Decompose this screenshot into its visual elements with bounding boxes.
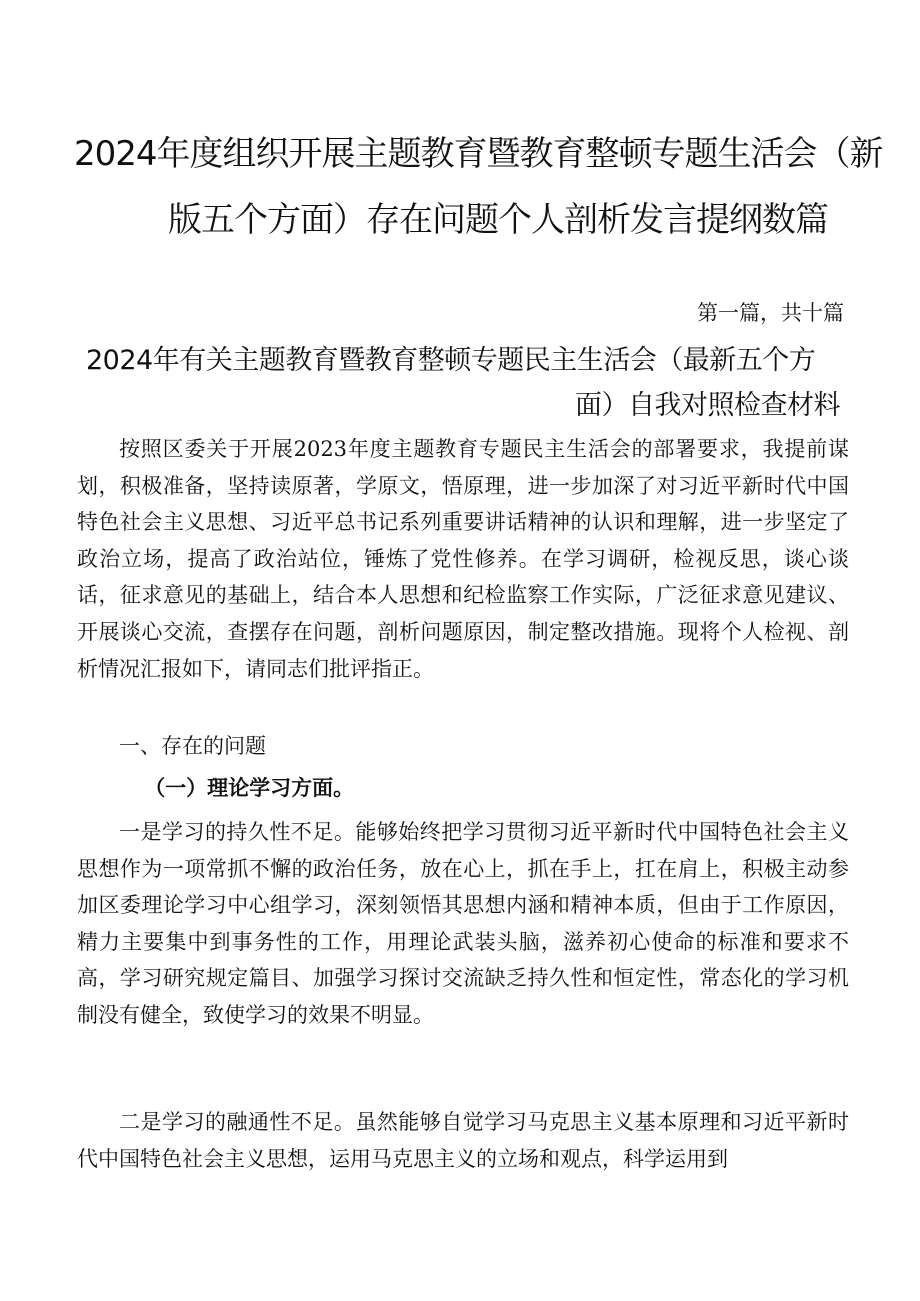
- paragraph-persistence: 一是学习的持久性不足。能够始终把学习贯彻习近平新时代中国特色社会主义思想作为一项常抓不懈的政治任务，放在心上，抓在手上，扛在肩上，积极主动参加区委理论学习中心组学习，深刻领悟其思想内涵和精神本质，但由于工作原因，精力主要集中到事务性的工作，用理论武装头脑，滋养初心使命的标准和要求不高，学习研究规定篇目、加强学习探讨交流缺乏持久性和恒定性，常态化的学习机制没有健全，致使学习的效果不明显。: [77, 820, 849, 1027]
- subtitle-line-1: 2024年有关主题教育暨教育整顿专题民主生活会（最新五个方: [86, 345, 816, 376]
- subtitle-line-2: 面）自我对照检查材料: [575, 390, 840, 421]
- part-label: 第一篇，共十篇: [697, 301, 844, 325]
- document-title-line-2: 版五个方面）存在问题个人剖析发言提纲数篇: [168, 200, 828, 240]
- document-title-line-1: 2024年度组织开展主题教育暨教育整顿专题生活会（新: [74, 134, 883, 174]
- paragraph-integration: 二是学习的融通性不足。虽然能够自觉学习马克思主义基本原理和习近平新时代中国特色社会主义思想，运用马克思主义的立场和观点，科学运用到: [77, 1110, 849, 1171]
- subsection-heading: （一）理论学习方面。: [144, 775, 355, 800]
- section-heading: 一、存在的问题: [119, 734, 266, 758]
- intro-paragraph: 按照区委关于开展2023年度主题教育专题民主生活会的部署要求，我提前谋划，积极准备，坚持读原著，学原文，悟原理，进一步加深了对习近平新时代中国特色社会主义思想、习近平总书记系列重要讲话精神的认识和理解，进一步坚定了政治立场，提高了政治站位，锤炼了党性修养。在学习调研，检视反思，谈心谈话，征求意见的基础上，结合本人思想和纪检监察工作实际，广泛征求意见建议、开展谈心交流，查摆存在问题，剖析问题原因，制定整改措施。现将个人检视、剖析情况汇报如下，请同志们批评指正。: [77, 437, 849, 681]
